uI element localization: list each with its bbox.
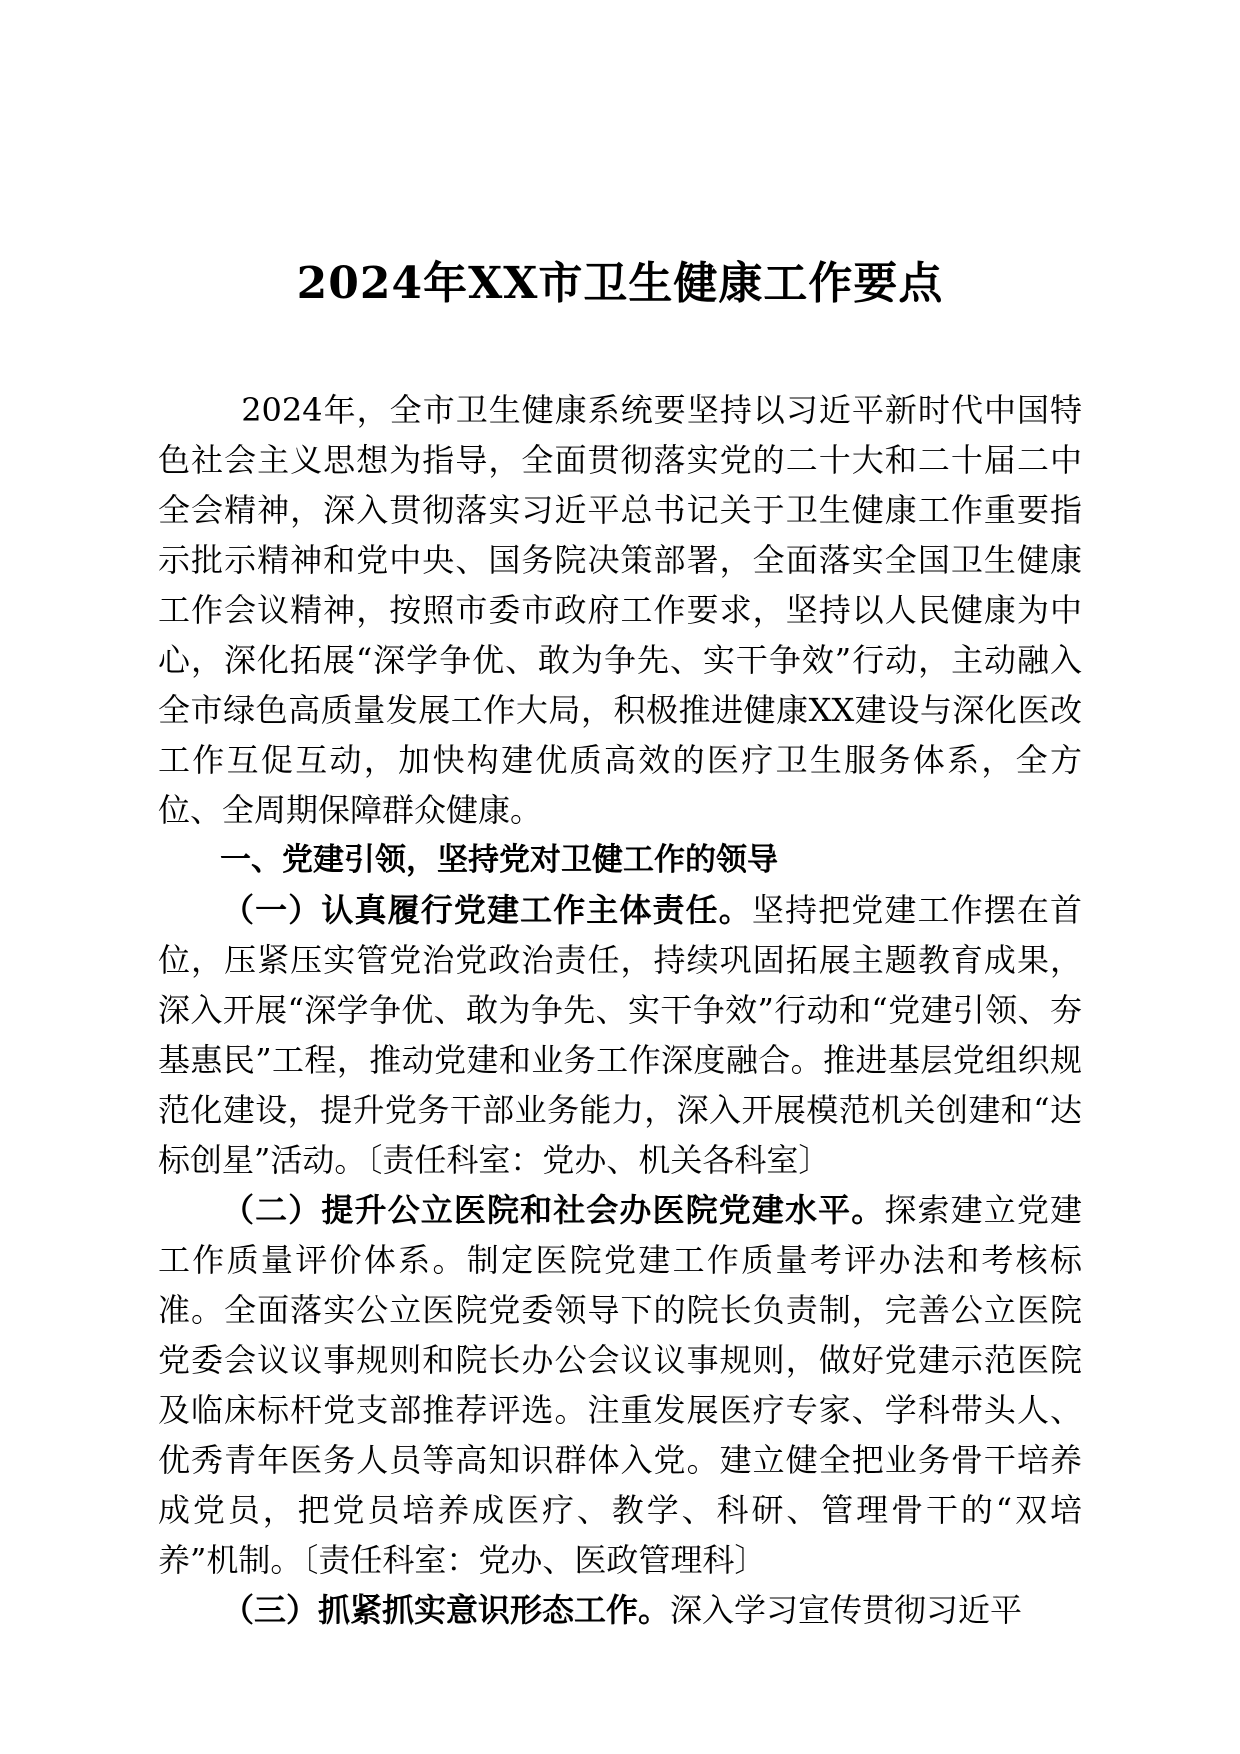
item-text: 坚持把党建工作摆在首位，压紧压实管党治党政治责任，持续巩固拓展主题教育成果，深入开展“深学争优、敢为争先、实干争效”行动和“党建引领、夯基惠民”工程，推动党建和业务工作深度融合。推进基层党组织规范化建设，提升党务干部业务能力，深入开展模范机关创建和“达标创星”活动。〔责任科室：党办、机关各科室〕 — [158, 891, 1082, 1179]
document-body — [158, 385, 1082, 1635]
item-title: （一）认真履行党建工作主体责任。 — [222, 891, 752, 929]
item-title: （二）提升公立医院和社会办医院党建水平。 — [222, 1191, 885, 1229]
document-title: 2024年XX市卫生健康工作要点 — [296, 258, 944, 309]
item-title: （三）抓紧抓实意识形态工作。 — [222, 1591, 671, 1629]
intro-paragraph: 2024年，全市卫生健康系统要坚持以习近平新时代中国特色社会主义思想为指导，全面贯彻落实党的二十大和二十届二中全会精神，深入贯彻落实习近平总书记关于卫生健康工作重要指示批示精神和党中央、国务院决策部署，全面落实全国卫生健康工作会议精神，按照市委市政府工作要求，坚持以人民健康为中心，深化拓展“深学争优、敢为争先、实干争效”行动，主动融入全市绿色高质量发展工作大局，积极推进健康XX建设与深化医改工作互促互动，加快构建优质高效的医疗卫生服务体系，全方位、全周期保障群众健康。 — [158, 391, 1082, 829]
item-text: 探索建立党建工作质量评价体系。制定医院党建工作质量考评办法和考核标准。全面落实公立医院党委领导下的院长负责制，完善公立医院党委会议议事规则和院长办公会议议事规则，做好党建示范医院及临床标杆党支部推荐评选。注重发展医疗专家、学科带头人、优秀青年医务人员等高知识群体入党。建立健全把业务骨干培养成党员，把党员培养成医疗、教学、科研、管理骨干的“双培养”机制。〔责任科室：党办、医政管理科〕 — [158, 1191, 1082, 1579]
section-item-3 — [158, 1585, 1082, 1635]
section-item-2 — [158, 1185, 1082, 1585]
section-item-1 — [158, 885, 1082, 1185]
section-heading: 一、党建引领，坚持党对卫健工作的领导 — [220, 842, 778, 878]
item-text: 深入学习宣传贯彻习近平 — [670, 1591, 1023, 1629]
